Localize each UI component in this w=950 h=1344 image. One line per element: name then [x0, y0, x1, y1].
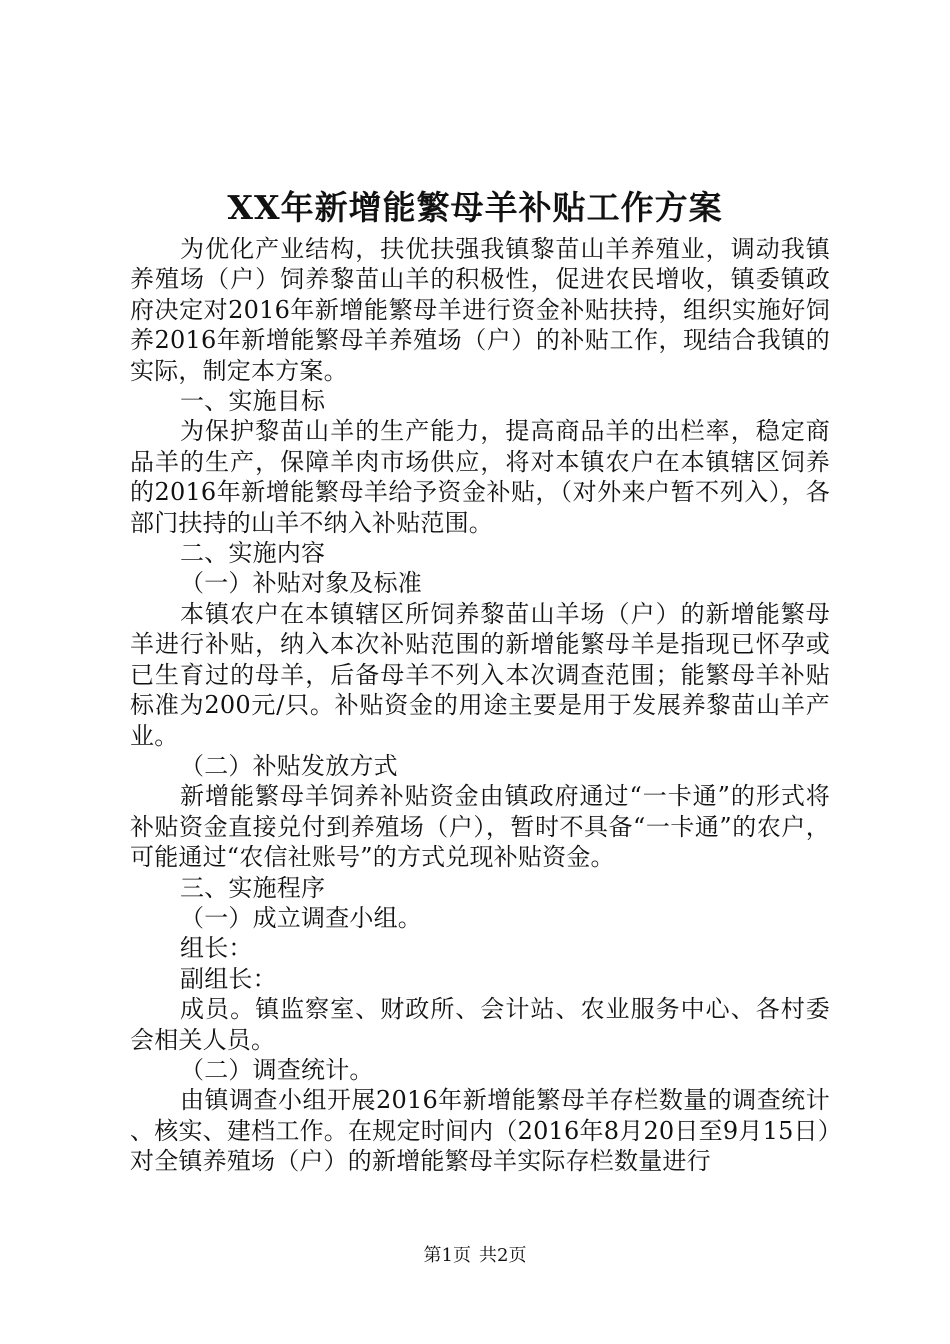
section-heading-goal: 一、实施目标 [180, 387, 326, 416]
group-leader-line: 组长： [180, 934, 253, 963]
subsection-heading-subsidy-target: （一）补贴对象及标准 [180, 569, 422, 598]
subsection-heading-survey-group: （一）成立调查小组。 [180, 903, 422, 932]
section-heading-procedure: 三、实施程序 [180, 873, 326, 902]
section-heading-content: 二、实施内容 [180, 539, 326, 568]
page-footer [0, 1244, 950, 1268]
page-number: 第1页 [423, 1245, 471, 1266]
paragraph-subsidy-target: 本镇农户在本镇辖区所饲养黎苗山羊场（户）的新增能繁母羊进行补贴，纳入本次补贴范围的新增能繁母羊是指现已怀孕或已生育过的母羊，后备母羊不列入本次调查范围；能繁母羊补贴标准为200元/只。补贴资金的用途主要是用于发展养黎苗山羊产业。 [130, 599, 830, 750]
paragraph-payment-method: 新增能繁母羊饲养补贴资金由镇政府通过“一卡通”的形式将补贴资金直接兑付到养殖场（户），暂时不具备“一卡通”的农户，可能通过“农信社账号”的方式兑现补贴资金。 [130, 782, 830, 872]
paragraph-survey-stats: 由镇调查小组开展2016年新增能繁母羊存栏数量的调查统计、核实、建档工作。在规定时间内（2016年8月20日至9月15日）对全镇养殖场（户）的新增能繁母羊实际存栏数量进行 [130, 1086, 830, 1176]
paragraph-goal: 为保护黎苗山羊的生产能力，提高商品羊的出栏率，稳定商品羊的生产，保障羊肉市场供应，将对本镇农户在本镇辖区饲养的2016年新增能繁母羊给予资金补贴，（对外来户暂不列入），各部门扶持的山羊不纳入补贴范围。 [130, 417, 830, 537]
document-body [130, 234, 830, 1177]
deputy-leader-line: 副组长： [180, 964, 277, 993]
subsection-heading-payment-method: （二）补贴发放方式 [180, 751, 398, 780]
paragraph-intro: 为优化产业结构，扶优扶强我镇黎苗山羊养殖业，调动我镇养殖场（户）饲养黎苗山羊的积极性，促进农民增收，镇委镇政府决定对2016年新增能繁母羊进行资金补贴扶持，组织实施好饲养2016年新增能繁母羊养殖场（户）的补贴工作，现结合我镇的实际，制定本方案。 [130, 235, 830, 385]
members-line: 成员。镇监察室、财政所、会计站、农业服务中心、各村委会相关人员。 [130, 995, 830, 1054]
subsection-heading-survey-stats: （二）调查统计。 [180, 1055, 374, 1084]
document-title: XX年新增能繁母羊补贴工作方案 [227, 188, 723, 227]
page-total: 共2页 [479, 1245, 527, 1266]
